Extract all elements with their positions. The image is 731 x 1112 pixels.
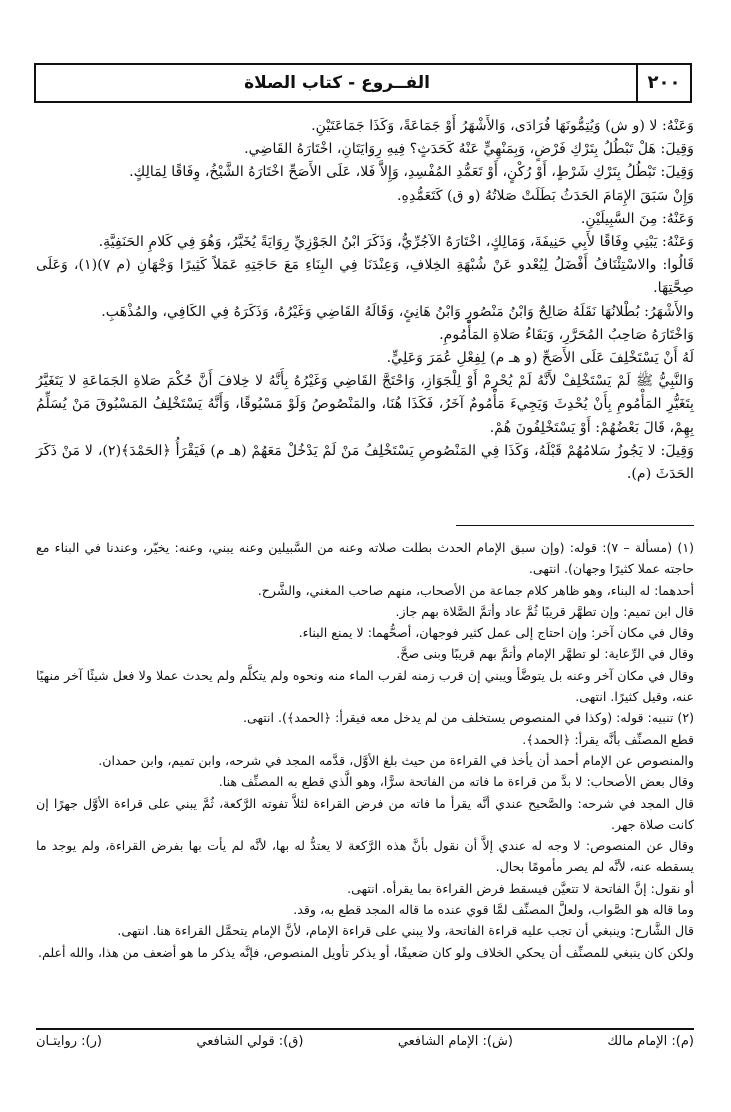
- footnote-line: وقال في مكان آخر: وإن احتاج إلى عمل كثير فوجهان، أصحُّهما: لا يمنع البناء.: [298, 625, 694, 641]
- footnote-line: وقال بعض الأصحاب: لا بدَّ من قراءة ما فاته من الفاتحة سرًّا، وهو الَّذي قطع به المصنِّف هنا.: [218, 774, 694, 790]
- legend-item: (ر): روايتـان: [36, 1034, 102, 1049]
- running-head: الفــروع - كتاب الصلاة: [244, 73, 430, 93]
- footnote-line: وقال في مكان آخر وعنه بل يتوضَّأ ويبني إن قرب زمنه لقرب الماء منه ونحوه ولم يتكلَّم ولم يحدث عملا ولا فعل شيئًا آخر منهيًا عنه، وقيل كثيرًا. انتهى.: [36, 667, 694, 705]
- abbreviation-legend: [36, 1028, 694, 1060]
- paragraph: وَعَنْهُ: يَبْنِي وِفَاقًا لأَبِي حَنِيفَةَ، وَمَالِكٍ، اخْتَارَهُ الآجُرِّيُّ، وَذَكَرَ ابْنُ الجَوْزِيِّ رِوَايَةً يُخَيَّرُ، وَهُوَ فِي كَلامِ الحَنَفِيَّةِ.: [98, 234, 694, 251]
- paragraph: قَالُوا: والاسْتِئْنَافُ أَفْضَلُ لِيُعْدو عَنْ شُبْهَةِ الخِلافِ، وَعِنْدَنَا فِي البِنَاءِ مَعَ حَاجَتِهِ عَمَلاً كَثِيرًا وَجْهَانِ (م ٧)(١)، وَعَلَى صِحَّتِهَا.: [36, 257, 694, 297]
- footnote-line: أحدهما: له البناء، وهو ظاهر كلام جماعة من الأصحاب، منهم صاحب المغني، والشَّرح.: [257, 582, 694, 598]
- paragraph: وَقِيلَ: تَبْطُلُ بِتَرْكِ شَرْطٍ، أَوْ رُكْنٍ، أَوْ تَعَمُّدِ المُفْسِدِ، وَإِلاَّ فَلا، عَلَى الأَصَحِّ اخْتَارَهُ الشَّيْخُ، وِفَاقًا لِمَالِكٍ.: [129, 164, 694, 181]
- paragraph: وَقِيلَ: هَلْ تَبْطُلُ بِتَرْكِ فَرْضٍ، وَبِمَنْهِيٍّ عَنْهُ كَحَدَثٍ؟ فِيهِ رِوَايَتَانِ، اخْتَارَهُ القَاضِي.: [244, 141, 694, 158]
- footnote-line: قال المجد في شرحه: والصَّحيح عندي أنَّه يقرأ ما فاته من فرض القراءة لئلاَّ تفوته الرَّكعة، ثُمَّ يبني على قراءة الأوَّل جهرًا إن كانت صلاة جهر.: [36, 795, 694, 832]
- footnote-line: وقال عن المنصوص: لا وجه له عندي إلاَّ أن نقول بأنَّ هذه الرَّكعة لا يعتدُّ له بها، لأنَّه لم يأت بها بفرض القراءة، ولم يوجد ما يسقطه عنه، لأنَّه لم يصر مأمومًا بحال.: [36, 838, 694, 875]
- footnote-line: قطع المصنِّف بأنَّه يقرأ: ﴿الحمد﴾.: [522, 731, 694, 747]
- footnote-line: أو نقول: إنَّ الفاتحة لا تتعيَّن فيسقط فرض القراءة بما يقرأه. انتهى.: [347, 880, 694, 896]
- footnote-separator: [456, 525, 694, 526]
- paragraph: لَهُ أَنْ يَسْتَخْلِفَ عَلَى الأَصَحِّ (و هـ م) لِفِعْلِ عُمَرَ وَعَلِيٍّ.: [386, 350, 694, 367]
- footnote-line: ولكن كان ينبغي للمصنِّف أن يحكي الخلاف ولو كان ضعيفًا، أو يذكر تأويل المنصوص، فإنَّه يذكر ما هو أضعف من هذا، والله أعلم.: [37, 944, 694, 960]
- footnote-line: وقال في الرِّعاية: لو تطهَّر الإمام وأتمَّ بهم قريبًا وبنى صحَّ.: [396, 646, 694, 662]
- paragraph: وَعَنْهُ: مِنَ السَّبِيلَيْنِ.: [580, 210, 694, 227]
- legend-item: (ش): الإمام الشافعي: [397, 1034, 513, 1049]
- paragraph: وَالنَّبِيُّ ﷺ لَمْ يَسْتَخْلِفْ لأَنَّهُ لَمْ يُحْرِمْ أَوْ لِلْجَوَازِ، وَاحْتَجَّ القَاضِي وَغَيْرُهُ بِأَنَّهُ لا خِلافَ أَنَّ حُكْمَ صَلاةِ الجَمَاعَةِ لا يَتَغَيَّرُ بِتَغَيُّرِ المَأْمُومِ بِأَنْ يُحْدِثَ وَيَجِيءَ مَأْمُومٌ آخَرُ، فَكَذَا هُنَا، والمَنْصُوصُ وَلَوْ مَسْبُوقًا، وَأَنَّهُ يَسْتَخْلِفُ المَسْبُوقَ مَنْ يُسَلِّمُ بِهِمْ، قَالَ بَعْضُهُمْ: أَوْ يَسْتَخْلِفُونَ هُمْ.: [36, 373, 694, 436]
- paragraph: وَإِنْ سَبَقَ الإِمَامَ الحَدَثُ بَطَلَتْ صَلاتُهُ (و ق) كَتَعَمُّدِهِ.: [397, 187, 694, 204]
- footnote-line: (٢) تنبيه: قوله: (وكذا في المنصوص يستخلف من لم يدخل معه فيقرأ: ﴿الحمد﴾). انتهى.: [242, 710, 694, 726]
- footnote-line: (١) (مسألة – ٧): قوله: (وإن سبق الإمام الحدث بطلت صلاته وعنه من السَّبيلين وعنه يبني، وعنه: يخيّر، وعندنا في البناء مع حاجته عملا كثيرًا وجهان). انتهى.: [36, 540, 695, 577]
- page-number: ٢٠٠: [636, 65, 690, 101]
- paragraph: وَاخْتَارَهُ صَاحِبُ المُحَرَّرِ، وَبَقَاءُ صَلاةِ المَأْمُومِ.: [439, 326, 694, 343]
- footnotes: [36, 537, 694, 963]
- footnote-line: وما قاله هو الصَّواب، ولعلَّ المصنِّف لمَّا قوي عنده ما قاله المجد قطع به، وقد.: [293, 902, 694, 918]
- main-text: [36, 115, 694, 486]
- paragraph: وَعَنْهُ: لا (و ش) وَيُتِمُّونَهَا فُرَادَى، وَالأَشْهَرُ أَوْ جَمَاعَةً، وَكَذَا جَمَاعَتَيْنِ.: [311, 118, 694, 134]
- paragraph: والأَشْهَرُ: بُطْلانُهَا نَقَلَهُ صَالِحٌ وَابْنُ مَنْصُورٍ وَابْنُ هَانِئٍ، وَقَالَهُ القَاضِي وَغَيْرُهُ، وَذَكَرَهُ فِي الكَافِي، والمُذْهَبِ.: [101, 303, 694, 320]
- legend-item: (ق): قولي الشافعي: [196, 1034, 304, 1049]
- legend-item: (م): الإمام مالك: [607, 1034, 694, 1049]
- page-header: [34, 63, 692, 103]
- footnote-line: والمنصوص عن الإمام أحمد أن يأخذ في القراءة من حيث بلغ الأوَّل، قدَّمه المجد في شرحه، وابن تميم، وابن حمدان.: [98, 752, 694, 768]
- footnote-line: قال الشَّارح: وينبغي أن تجب عليه قراءة الفاتحة، ولا يبني على قراءة الإمام، لأنَّ الإمام يتحمَّل القراءة هنا. انتهى.: [117, 923, 694, 939]
- paragraph: وَقِيلَ: لا يَجُوزُ سَلامُهُمْ قَبْلَهُ، وَكَذَا فِي المَنْصُوصِ يَسْتَخْلِفُ مَنْ لَمْ يَدْخُلْ مَعَهُمْ (هـ م) فَيَقْرَأُ ﴿الحَمْدَ﴾(٢)، لا مَنْ ذَكَرَ الحَدَثَ (م).: [36, 442, 694, 483]
- footnote-line: قال ابن تميم: وإن تطهَّر قريبًا ثُمَّ عاد وأتمَّ الصَّلاة بهم جاز.: [395, 603, 694, 619]
